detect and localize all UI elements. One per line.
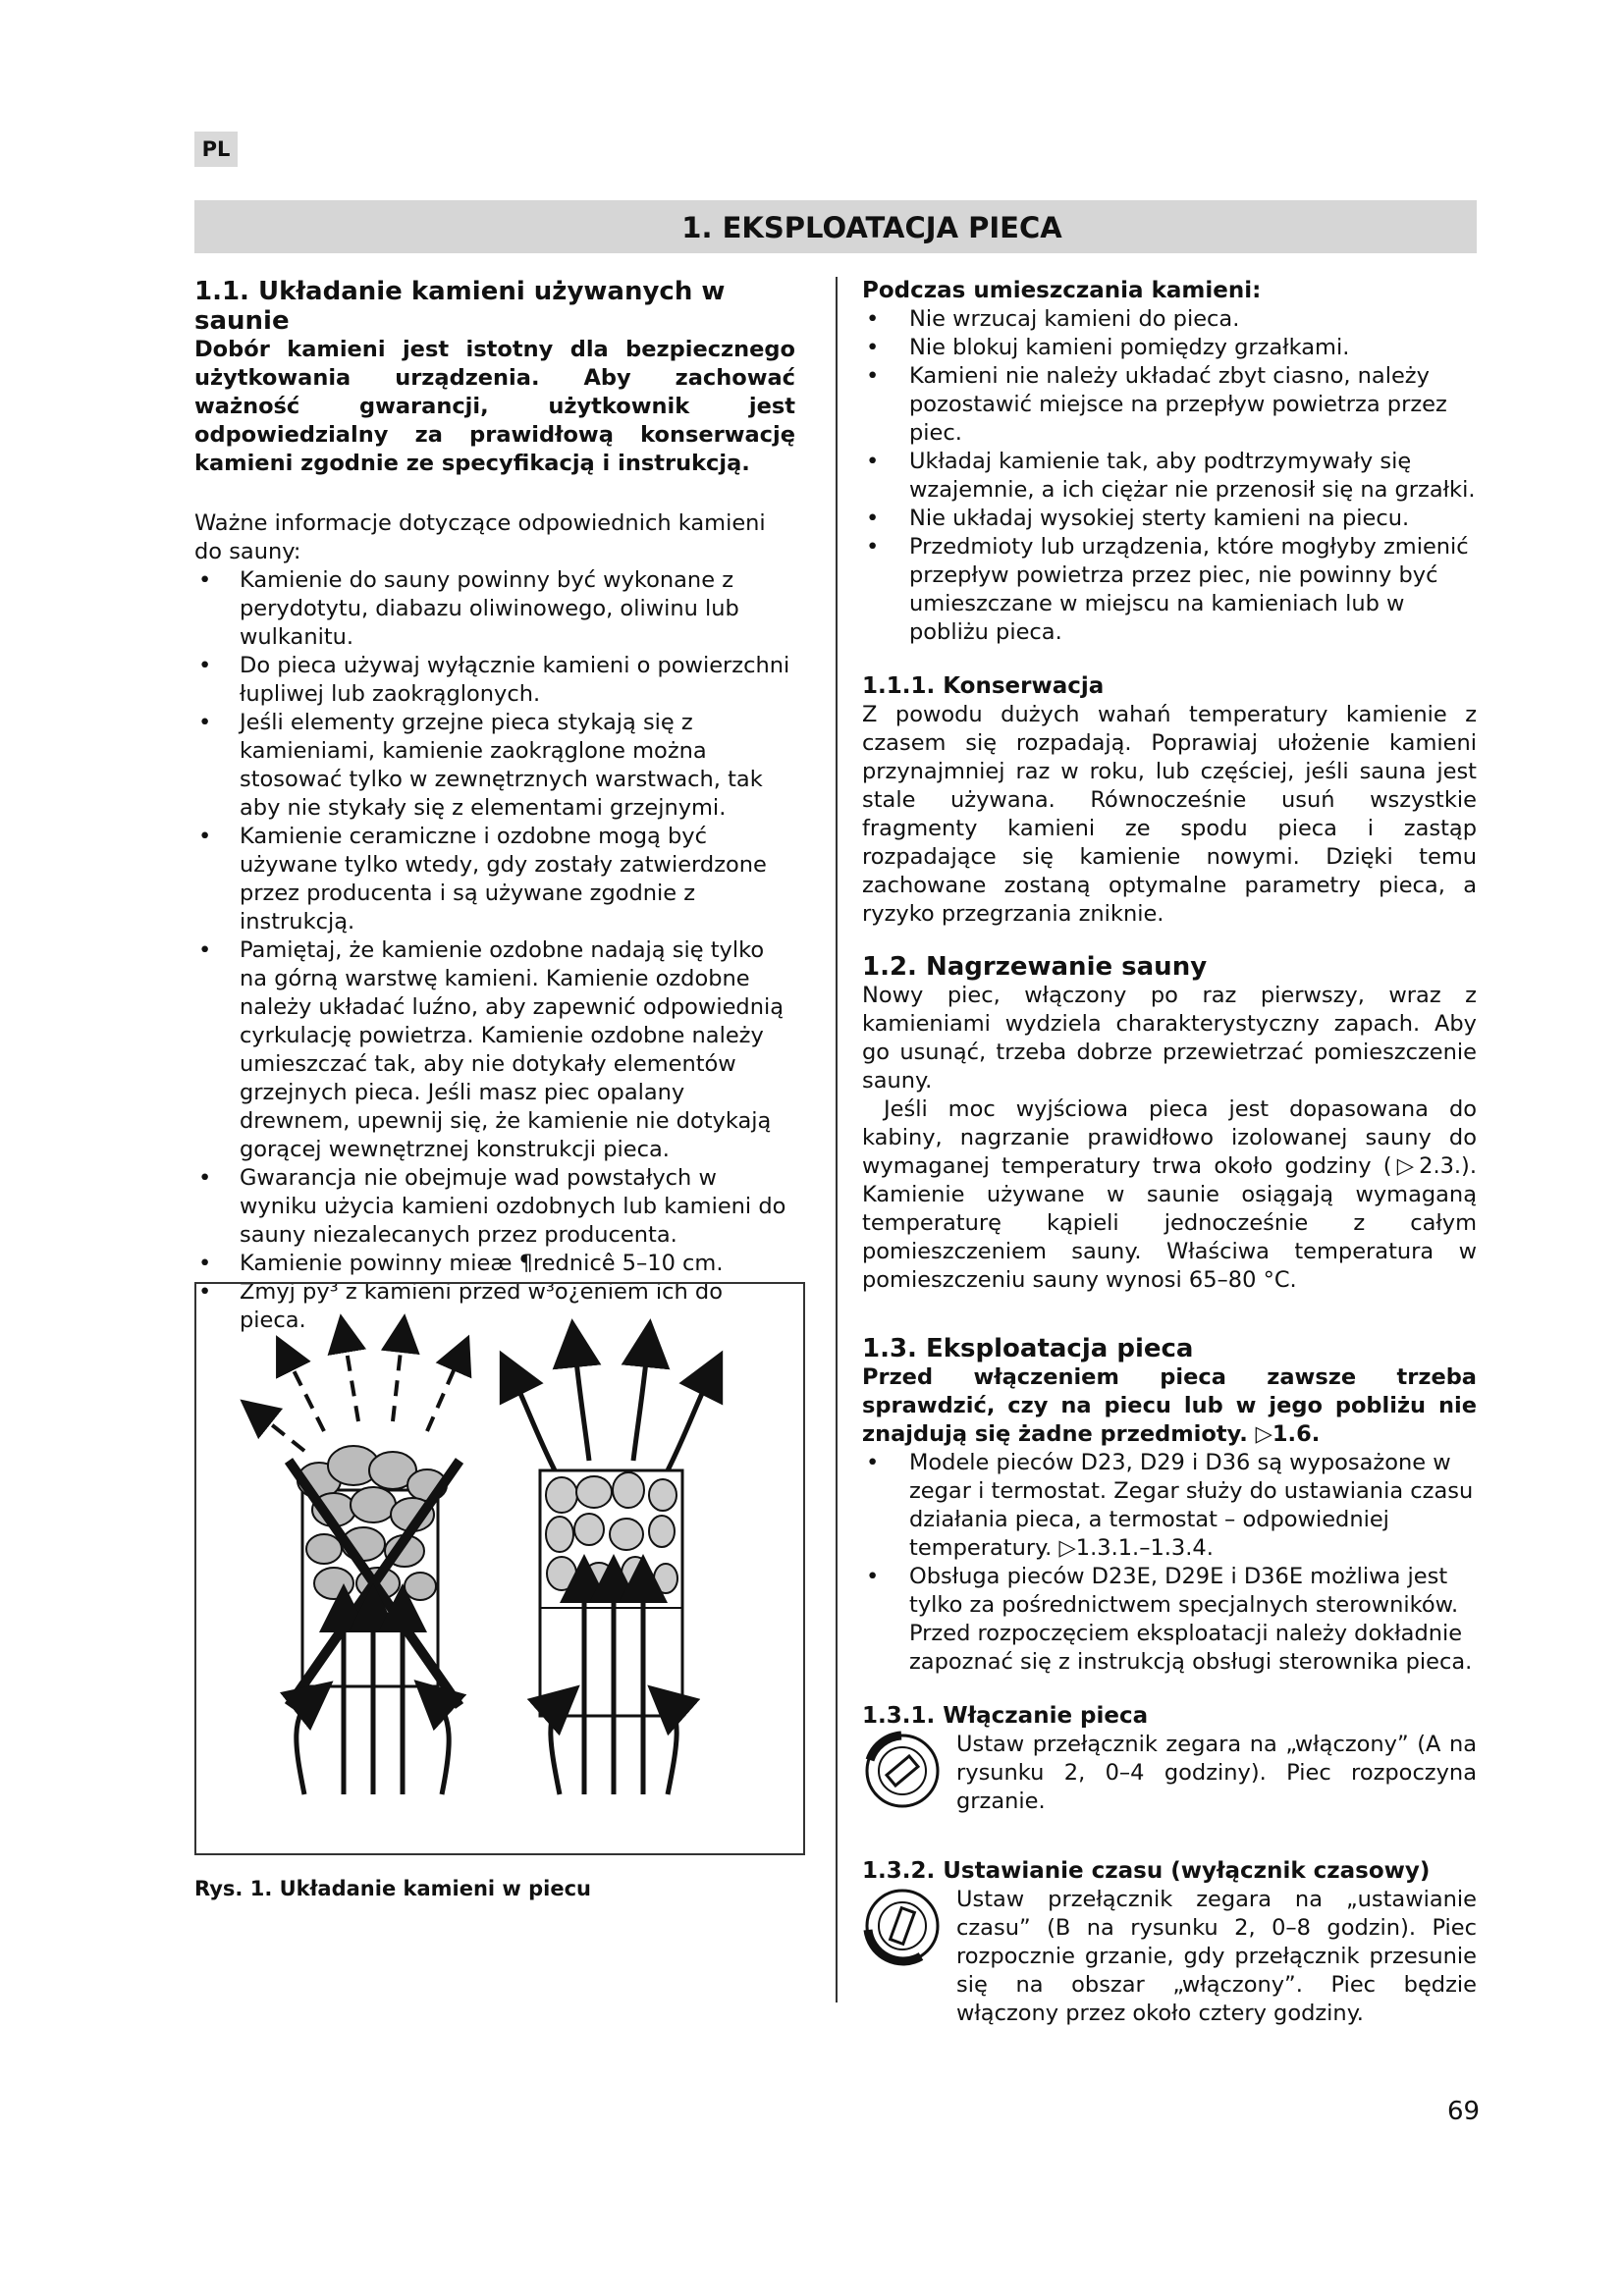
section-1-3-2-body bbox=[862, 1886, 1477, 2028]
list-item: • Kamienie do sauny powinny być wykonane z perydotytu, diabazu oliwinowego, oliwinu lub wulkanitu. bbox=[194, 566, 795, 652]
section-1-1-intro: Dobór kamieni jest istotny dla bezpiecznego użytkowania urządzenia. Aby zachować ważność gwarancji, użytkownik jest odpowiedzialny za prawidłową konserwację kamieni zgodnie ze specyfikacją i instrukcją. bbox=[194, 337, 795, 476]
section-1-3-heading: 1.3. Eksploatacja pieca bbox=[862, 1334, 1194, 1363]
list-item: • Zmyj py³ z kamieni przed w³o¿eniem ich do pieca. bbox=[194, 1278, 795, 1335]
section-1-2-p2: Jeśli moc wyjściowa pieca jest dopasowana do kabiny, nagrzanie prawidłowo izolowanej sauny do wymaganej temperatury trwa około godziny (▷2.3.). Kamienie używane w saunie osiągają wymaganą temperaturę kąpieli jednocześnie z całym pomieszczeniem sauny. Właściwa temperatura w pomieszczeniu sauny wynosi 65–80 °C. bbox=[862, 1096, 1477, 1293]
page-number: 69 bbox=[1447, 2097, 1481, 2126]
list-item: • Pamiętaj, że kamienie ozdobne nadają się tylko na górną warstwę kamieni. Kamienie ozdobne należy układać luźno, aby zapewnić odpowiednią cyrkulację powietrza. Kamienie ozdobne należy umieszczać tak, aby nie dotykały elementów grzejnych pieca. Jeśli masz piec opalany drewnem, upewnij się, że kamienie nie dotykają gorącej wewnętrznej konstrukcji pieca. bbox=[194, 936, 795, 1164]
list-item: • Modele pieców D23, D29 i D36 są wyposażone w zegar i termostat. Zegar służy do ustawiania czasu działania pieca, a termostat – odpowiedniej temperatury. ▷1.3.1.–1.3.4. bbox=[862, 1449, 1477, 1563]
timer-switch-set-icon bbox=[862, 1886, 943, 1966]
list-item: • Do pieca używaj wyłącznie kamieni o powierzchni łupliwej lub zaokrąglonych. bbox=[194, 652, 795, 709]
chapter-title: 1. EKSPLOATACJA PIECA bbox=[681, 211, 1062, 244]
chapter-title-bar bbox=[194, 200, 1477, 253]
list-item: • Nie wrzucaj kamieni do pieca. bbox=[862, 305, 1477, 334]
section-1-2-heading: 1.2. Nagrzewanie sauny bbox=[862, 952, 1208, 982]
language-badge: PL bbox=[194, 132, 238, 167]
section-1-3-2-text: Ustaw przełącznik zegara na „ustawianie czasu” (B na rysunku 2, 0–8 godzin). Piec rozpocznie grzanie, gdy przełącznik przesunie się na obszar „włączony”. Piec będzie włączony przez około cztery godziny. bbox=[956, 1887, 1477, 2026]
section-1-1-heading: 1.1. Układanie kamieni używanych w saunie bbox=[194, 277, 726, 336]
stone-placement-figure bbox=[194, 1282, 805, 1855]
list-item: • Nie układaj wysokiej sterty kamieni na piecu. bbox=[862, 505, 1477, 533]
figure-caption: Rys. 1. Układanie kamieni w piecu bbox=[194, 1877, 591, 1900]
section-1-3-warning: Przed włączeniem pieca zawsze trzeba sprawdzić, czy na piecu lub w jego pobliżu nie znajdują się żadne przedmioty. ▷1.6. bbox=[862, 1364, 1477, 1447]
stones-info: Ważne informacje dotyczące odpowiednich kamieni do sauny: bbox=[194, 510, 766, 564]
list-item: • Kamieni nie należy układać zbyt ciasno, należy pozostawić miejsce na przepływ powietrza przez piec. bbox=[862, 362, 1477, 448]
stones-list bbox=[194, 566, 795, 1335]
placing-heading: Podczas umieszczania kamieni: bbox=[862, 278, 1262, 303]
list-item: • Nie blokuj kamieni pomiędzy grzałkami. bbox=[862, 334, 1477, 362]
section-1-3-2-heading: 1.3.2. Ustawianie czasu (wyłącznik czasowy) bbox=[862, 1858, 1431, 1884]
column-divider bbox=[836, 277, 838, 2002]
section-1-2-p1: Nowy piec, włączony po raz pierwszy, wraz z kamieniami wydziela charakterystyczny zapach. Aby go usunąć, trzeba dobrze przewietrzać pomieszczenie sauny. bbox=[862, 983, 1477, 1094]
list-item: • Przedmioty lub urządzenia, które mogłyby zmienić przepływ powietrza przez piec, nie powinny być umieszczane w miejscu na kamieniach lub w pobliżu pieca. bbox=[862, 533, 1477, 647]
left-column bbox=[194, 277, 795, 1335]
list-item: • Gwarancja nie obejmuje wad powstałych w wyniku użycia kamieni ozdobnych lub kamieni do sauny niezalecanych przez producenta. bbox=[194, 1164, 795, 1250]
timer-switch-on-icon bbox=[862, 1731, 943, 1811]
section-1-1-1-text: Z powodu dużych wahań temperatury kamienie z czasem się rozpadają. Poprawiaj ułożenie kamieni przynajmniej raz w roku, lub częściej, jeśli sauna jest stale używana. Równocześnie usuń wszystkie fragmenty kamieni ze spodu pieca i zastąp rozpadające się kamienie nowymi. Dzięki temu zachowane zostaną optymalne parametry pieca, a ryzyko przegrzania zniknie. bbox=[862, 702, 1477, 927]
section-1-3-1-body bbox=[862, 1731, 1477, 1816]
correct-placement-stove bbox=[511, 1343, 712, 1794]
section-1-3-list bbox=[862, 1449, 1477, 1677]
section-1-3-1-text: Ustaw przełącznik zegara na „włączony” (A na rysunku 2, 0–4 godziny). Piec rozpoczyna grzanie. bbox=[956, 1732, 1477, 1814]
section-1-1-1-heading: 1.1.1. Konserwacja bbox=[862, 673, 1105, 699]
list-item: • Kamienie ceramiczne i ozdobne mogą być używane tylko wtedy, gdy zostały zatwierdzone przez producenta i są używane zgodnie z instrukcją. bbox=[194, 823, 795, 936]
right-column bbox=[862, 277, 1477, 2028]
wrong-placement-stove bbox=[255, 1333, 461, 1794]
list-item: • Kamienie powinny mieæ ¶rednicê 5–10 cm. bbox=[194, 1250, 795, 1278]
section-1-3-1-heading: 1.3.1. Włączanie pieca bbox=[862, 1703, 1149, 1729]
placing-list bbox=[862, 305, 1477, 647]
list-item: • Obsługa pieców D23E, D29E i D36E możliwa jest tylko za pośrednictwem specjalnych sterowników. Przed rozpoczęciem eksploatacji należy dokładnie zapoznać się z instrukcją obsługi sterownika pieca. bbox=[862, 1563, 1477, 1677]
list-item: • Układaj kamienie tak, aby podtrzymywały się wzajemnie, a ich ciężar nie przenosił się na grzałki. bbox=[862, 448, 1477, 505]
list-item: • Jeśli elementy grzejne pieca stykają się z kamieniami, kamienie zaokrąglone można stosować tylko w zewnętrznych warstwach, tak aby nie stykały się z elementami grzejnymi. bbox=[194, 709, 795, 823]
stove-diagram bbox=[196, 1284, 803, 1853]
